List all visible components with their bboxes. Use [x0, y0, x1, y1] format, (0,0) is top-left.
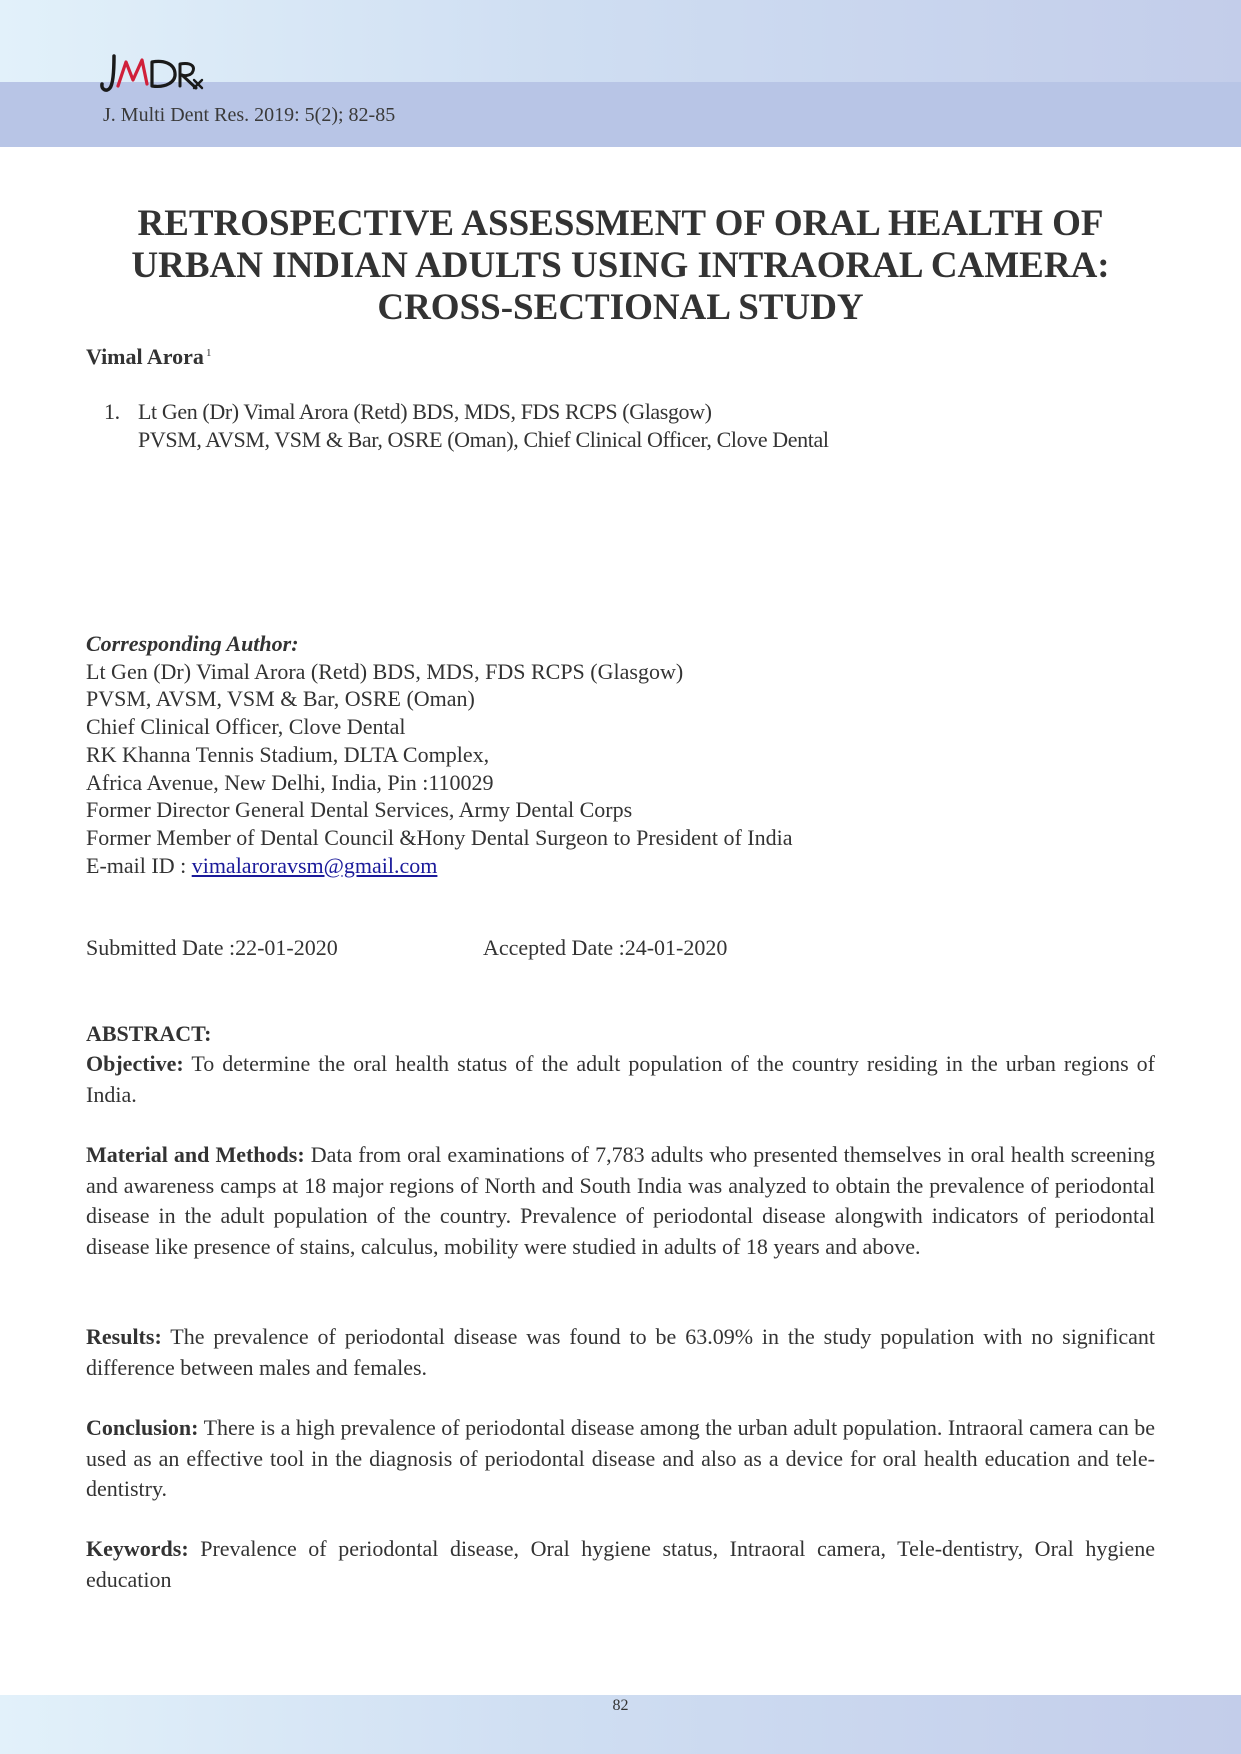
abstract-conclusion	[86, 1413, 1155, 1505]
methods-label: Material and Methods:	[86, 1142, 305, 1167]
affiliation-line: PVSM, AVSM, VSM & Bar, OSRE (Oman), Chief Clinical Officer, Clove Dental	[138, 427, 829, 452]
paper-title	[86, 203, 1155, 329]
author-affiliation-marker: 1	[205, 346, 212, 359]
affiliation-line: Lt Gen (Dr) Vimal Arora (Retd) BDS, MDS, FDS RCPS (Glasgow)	[138, 399, 712, 424]
corresponding-author-line: Lt Gen (Dr) Vimal Arora (Retd) BDS, MDS, FDS RCPS (Glasgow)	[86, 658, 684, 684]
title-line: URBAN INDIAN ADULTS USING INTRAORAL CAMERA:	[131, 245, 1110, 286]
title-line: RETROSPECTIVE ASSESSMENT OF ORAL HEALTH OF	[137, 203, 1104, 244]
corresponding-author-heading: Corresponding Author:	[86, 631, 299, 656]
email-line	[86, 852, 793, 880]
objective-text: To determine the oral health status of the adult population of the country residing in the urban regions of India.	[86, 1051, 1155, 1107]
results-label: Results:	[86, 1324, 162, 1349]
page-number: 82	[612, 1697, 629, 1714]
abstract-objective	[86, 1049, 1155, 1110]
abstract-methods	[86, 1140, 1155, 1262]
submitted-date: Submitted Date :22-01-2020	[86, 935, 338, 960]
corresponding-author-line: Chief Clinical Officer, Clove Dental	[86, 714, 406, 740]
objective-label: Objective:	[86, 1051, 184, 1076]
title-line: CROSS-SECTIONAL STUDY	[377, 287, 864, 328]
conclusion-label: Conclusion:	[86, 1415, 199, 1440]
affiliation-number: 1.	[104, 399, 120, 424]
corresponding-author-line: RK Khanna Tennis Stadium, DLTA Complex,	[86, 741, 490, 767]
journal-citation: J. Multi Dent Res. 2019: 5(2); 82-85	[103, 104, 396, 126]
abstract-heading: ABSTRACT:	[86, 1021, 212, 1046]
corresponding-author-block	[86, 630, 793, 879]
corresponding-author-line: PVSM, AVSM, VSM & Bar, OSRE (Oman)	[86, 686, 475, 712]
keywords-label: Keywords:	[86, 1536, 189, 1561]
abstract-results	[86, 1322, 1155, 1383]
corresponding-author-line: Former Director General Dental Services, Army Dental Corps	[86, 797, 633, 823]
email-label: E-mail ID :	[86, 852, 192, 878]
author-name	[86, 344, 211, 370]
methods-text: Data from oral examinations of 7,783 adults who presented themselves in oral health screening and awareness camps at 18 major regions of North and South India was analyzed to obtain the prevalence of periodontal disease in the adult population of the country. Prevalence of periodontal disease alongwith indicators of periodontal disease like presence of stains, calculus, mobility were studied in adults of 18 years and above.	[86, 1142, 1155, 1259]
accepted-date: Accepted Date :24-01-2020	[483, 935, 728, 960]
results-text: The prevalence of periodontal disease was found to be 63.09% in the study population with no significant difference between males and females.	[86, 1324, 1155, 1380]
conclusion-text: There is a high prevalence of periodontal disease among the urban adult population. Intraoral camera can be used as an effective tool in the diagnosis of periodontal disease and also as a device for oral health education and tele-dentistry.	[86, 1415, 1155, 1501]
corresponding-author-line: Africa Avenue, New Delhi, India, Pin :110029	[86, 769, 494, 795]
abstract-keywords	[86, 1534, 1155, 1595]
email-link[interactable]: vimalaroravsm@gmail.com	[191, 852, 438, 878]
journal-logo	[100, 50, 222, 100]
corresponding-author-line: Former Member of Dental Council &Hony Dental Surgeon to President of India	[86, 824, 793, 850]
author-name-text: Vimal Arora	[86, 344, 204, 369]
keywords-text: Prevalence of periodontal disease, Oral hygiene status, Intraoral camera, Tele-dentistry, Oral hygiene education	[86, 1536, 1155, 1592]
